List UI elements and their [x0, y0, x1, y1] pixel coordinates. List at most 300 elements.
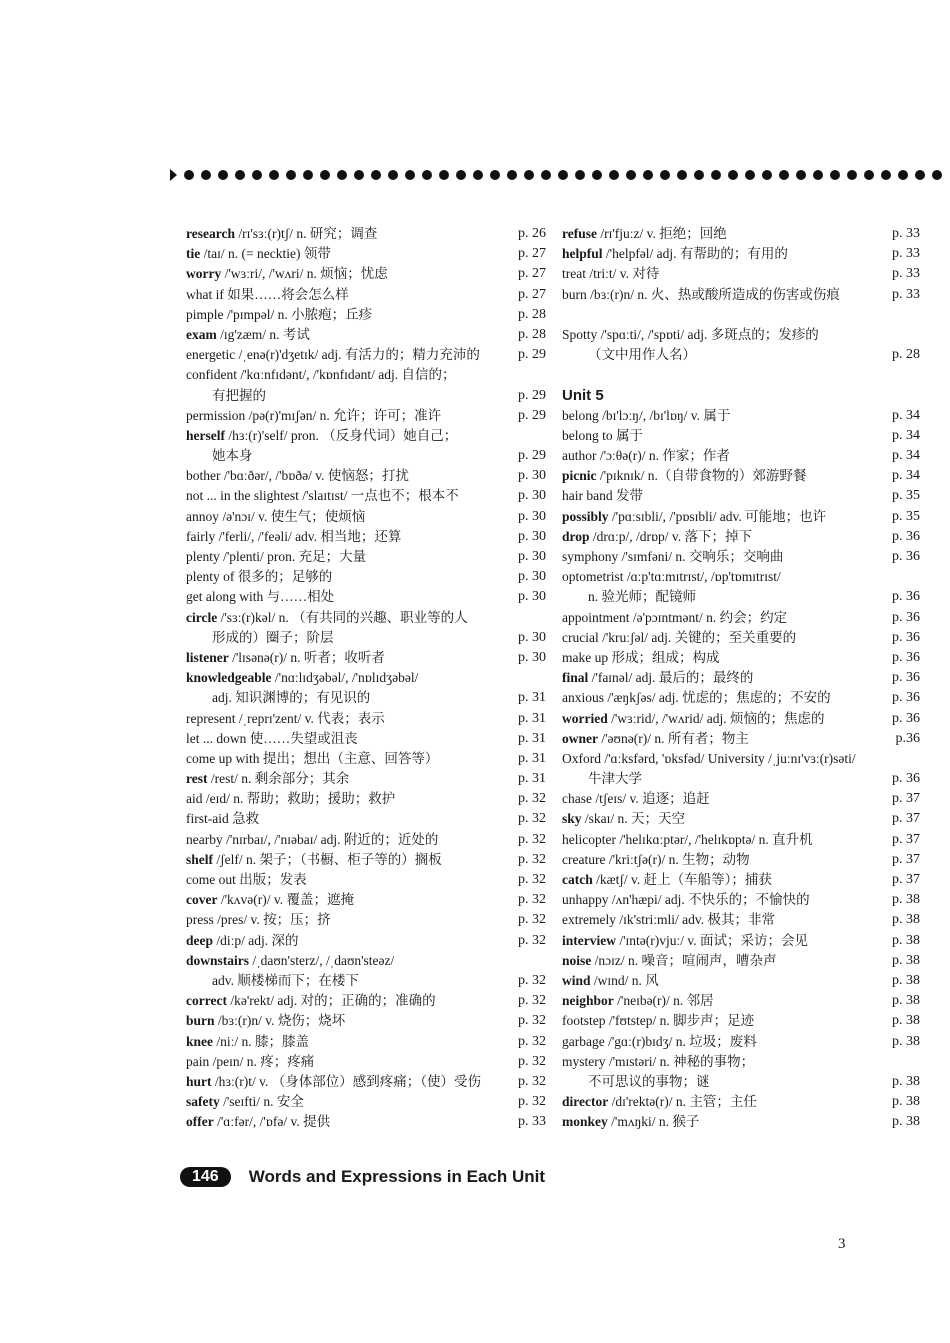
vocab-entry — [562, 325, 920, 345]
vocab-entry — [562, 951, 920, 971]
vocab-entry — [562, 1032, 920, 1052]
vocab-entry — [562, 264, 920, 284]
entry-page-ref: p. 37 — [892, 872, 920, 887]
entry-page-ref: p. 32 — [518, 892, 546, 908]
entry-text — [562, 386, 876, 406]
entry-text — [186, 870, 502, 890]
dot-mark — [643, 170, 653, 180]
vocab-entry — [186, 890, 546, 910]
entry-text — [186, 406, 502, 426]
entry-text — [186, 910, 502, 930]
entry-page-ref: p. 36 — [892, 629, 920, 645]
entry-page-ref: p. 31 — [518, 710, 546, 726]
vocab-entry — [562, 285, 920, 305]
entry-text — [186, 386, 502, 406]
entry-definition: 形成的）圈子；阶层 — [212, 629, 334, 645]
entry-headword: safety — [186, 1094, 220, 1110]
vocab-entry — [186, 446, 546, 466]
dot-mark — [201, 170, 211, 180]
entry-definition: /'sɜː(r)kəl/ n. （有共同的兴趣、职业等的人 — [217, 609, 468, 625]
entry-definition: belong /bɪ'lɔːŋ/, /bɪ'lɒŋ/ v. 属于 — [562, 407, 731, 423]
entry-page-ref: p. 32 — [518, 1013, 546, 1029]
entry-definition: annoy /ə'nɔɪ/ v. 使生气；使烦恼 — [186, 508, 366, 524]
dot-mark — [218, 170, 228, 180]
vocab-entry — [186, 910, 546, 930]
entry-page-ref: p. 36 — [892, 609, 920, 625]
right-column — [562, 224, 920, 1132]
vocab-entry — [186, 608, 546, 628]
entry-headword: worry — [186, 266, 222, 282]
entry-page-ref: p. 36 — [892, 710, 920, 726]
entry-page-ref: p. 32 — [518, 993, 546, 1009]
vocab-entry — [562, 830, 920, 850]
entry-definition: press /pres/ v. 按；压；挤 — [186, 912, 331, 928]
dot-mark — [881, 170, 891, 180]
vocab-entry — [562, 406, 920, 426]
entry-definition: pain /peɪn/ n. 疼；疼痛 — [186, 1053, 315, 1069]
entry-page-ref: p. 33 — [892, 266, 920, 282]
entry-text — [562, 850, 876, 870]
entry-text — [186, 668, 502, 688]
entry-text — [562, 890, 876, 910]
entry-definition: /'wɜːri/, /'wʌri/ n. 烦恼；忧虑 — [221, 266, 388, 282]
vocab-entry — [186, 224, 546, 244]
entry-definition: /nɔɪz/ n. 噪音；喧闹声，嘈杂声 — [591, 952, 777, 968]
vocab-entry — [562, 224, 920, 244]
unit-heading — [562, 386, 920, 406]
vocab-entry — [186, 809, 546, 829]
entry-text — [562, 1072, 876, 1092]
vocab-entry — [186, 587, 546, 607]
vocab-entry — [186, 688, 546, 708]
entry-text — [186, 224, 502, 244]
entry-definition: plenty /'plenti/ pron. 充足；大量 — [186, 549, 367, 564]
dot-mark — [286, 170, 296, 180]
dot-mark — [439, 170, 449, 180]
entry-definition: anxious /'æŋkʃəs/ adj. 忧虑的；焦虑的；不安的 — [562, 690, 831, 706]
entry-definition: aid /eɪd/ n. 帮助；救助；援助；救护 — [186, 791, 396, 807]
vocab-entry — [562, 1072, 920, 1092]
entry-page-ref: p. 37 — [892, 851, 920, 867]
entry-text — [186, 628, 502, 648]
vocab-entry — [186, 365, 546, 385]
entry-headword: downstairs — [186, 952, 250, 968]
vocab-entry — [562, 971, 920, 991]
entry-page-ref: p. 38 — [892, 912, 920, 928]
entry-definition: /bɜː(r)n/ v. 烧伤；烧坏 — [214, 1013, 346, 1029]
document-page-number: 3 — [838, 1236, 846, 1252]
triangle-marker — [170, 169, 177, 181]
entry-text — [186, 1011, 502, 1031]
entry-page-ref: p. 36 — [892, 549, 920, 564]
vocab-entry — [562, 991, 920, 1011]
entry-definition: extremely /ɪk'striːmli/ adv. 极其；非常 — [562, 912, 776, 928]
entry-definition: /kə'rekt/ adj. 对的；正确的；准确的 — [226, 993, 436, 1009]
vocab-entry — [186, 1011, 546, 1031]
entry-headword: deep — [186, 932, 213, 948]
entry-page-ref: p. 36 — [892, 649, 920, 665]
entry-text — [186, 285, 502, 305]
entry-text — [562, 769, 876, 789]
entry-page-ref: p. 27 — [518, 286, 546, 302]
entry-headword: catch — [562, 872, 593, 887]
entry-text — [562, 1112, 876, 1132]
entry-text — [186, 264, 502, 284]
entry-page-ref: p. 32 — [518, 851, 546, 867]
entry-page-ref: p. 31 — [518, 771, 546, 787]
vocab-entry — [562, 628, 920, 648]
entry-definition: fairly /'ferli/, /'feəli/ adv. 相当地；还算 — [186, 528, 402, 544]
entry-page-ref: p. 32 — [518, 1094, 546, 1110]
entry-page-ref: p. 38 — [892, 952, 920, 968]
entry-headword: drop — [562, 528, 590, 544]
entry-page-ref: p. 31 — [518, 730, 546, 746]
entry-definition: /'helpfəl/ adj. 有帮助的；有用的 — [602, 246, 788, 262]
entry-page-ref: p. 36 — [892, 690, 920, 706]
entry-page-ref: p. 27 — [518, 246, 546, 262]
vocab-entry — [562, 809, 920, 829]
dot-mark — [592, 170, 602, 180]
entry-page-ref: p. 27 — [518, 266, 546, 282]
entry-page-ref: p. 34 — [892, 468, 920, 484]
entry-text — [186, 325, 502, 345]
entry-definition: come out 出版；发表 — [186, 872, 307, 887]
entry-definition: /'faɪnəl/ adj. 最后的；最终的 — [588, 670, 754, 686]
spacer — [562, 305, 920, 325]
entry-definition: /hɜː(r)t/ v. （身体部位）感到疼痛；（使）受伤 — [211, 1073, 482, 1089]
entry-page-ref: p. 38 — [892, 1114, 920, 1130]
entry-text — [562, 406, 876, 426]
entry-text — [562, 587, 876, 607]
entry-text — [562, 971, 876, 991]
entry-text — [562, 1011, 876, 1031]
entry-page-ref: p. 38 — [892, 1073, 920, 1089]
entry-page-ref: p. 30 — [518, 569, 546, 585]
vocab-entry — [186, 870, 546, 890]
vocab-entry — [562, 1052, 920, 1072]
entry-page-ref: p. 28 — [892, 347, 920, 363]
entry-page-ref: p. 30 — [518, 649, 546, 665]
entry-page-ref: p. 38 — [892, 932, 920, 948]
entry-headword: final — [562, 670, 589, 686]
entry-text — [186, 567, 502, 587]
entry-headword: worried — [562, 710, 608, 726]
entry-headword: possibly — [562, 508, 609, 524]
entry-page-ref: p. 36 — [892, 771, 920, 787]
entry-page-ref: p. 33 — [892, 226, 920, 241]
entry-definition: /rɪ'fjuːz/ v. 拒绝；回绝 — [597, 226, 727, 241]
entry-text — [186, 608, 502, 628]
entry-definition: permission /pə(r)'mɪʃən/ n. 允许；许可；准许 — [186, 407, 442, 423]
entry-definition: 她本身 — [212, 448, 253, 464]
footer-title: Words and Expressions in Each Unit — [248, 1167, 546, 1186]
vocab-entry — [186, 1052, 546, 1072]
entry-definition: garbage /'gɑː(r)bɪdʒ/ n. 垃圾；废料 — [562, 1033, 757, 1049]
dot-mark — [711, 170, 721, 180]
entry-text — [562, 789, 876, 809]
entry-page-ref: p. 32 — [518, 831, 546, 847]
dot-mark — [422, 170, 432, 180]
entry-definition: /'ɪntə(r)vjuː/ v. 面试；采访；会见 — [615, 932, 809, 948]
vocab-entry — [562, 688, 920, 708]
entry-headword: noise — [562, 952, 592, 968]
entry-headword: refuse — [562, 226, 597, 241]
entry-definition: come up with 提出；想出（主意、回答等） — [186, 750, 439, 766]
vocab-entry — [562, 870, 920, 890]
entry-text — [562, 486, 876, 506]
entry-definition: /'əʊnə(r)/ n. 所有者；物主 — [598, 730, 749, 746]
entry-page-ref: p. 32 — [518, 811, 546, 827]
entry-definition: creature /'kriːtʃə(r)/ n. 生物；动物 — [562, 851, 750, 867]
vocab-entry — [562, 446, 920, 466]
entry-text — [186, 688, 502, 708]
entry-text — [186, 1052, 502, 1072]
dot-mark — [473, 170, 483, 180]
entry-definition: pimple /'pɪmpəl/ n. 小脓疱；丘疹 — [186, 306, 373, 322]
entry-page-ref: p. 31 — [518, 690, 546, 706]
vocab-entry — [562, 890, 920, 910]
entry-text — [562, 749, 876, 769]
entry-definition: /wɪnd/ n. 风 — [590, 972, 659, 988]
entry-text — [186, 426, 502, 446]
entry-definition: /drɑːp/, /drɒp/ v. 落下；掉下 — [589, 528, 753, 544]
entry-definition: 不可思议的事物；谜 — [588, 1073, 710, 1089]
entry-page-ref: p. 34 — [892, 427, 920, 443]
entry-definition: /dɪ'rektə(r)/ n. 主管；主任 — [608, 1094, 757, 1110]
entry-definition: hair band 发带 — [562, 488, 643, 504]
entry-definition: 牛津大学 — [588, 771, 642, 787]
dot-mark — [184, 170, 194, 180]
dot-mark — [235, 170, 245, 180]
dot-mark — [490, 170, 500, 180]
vocab-entry — [186, 749, 546, 769]
entry-definition: nearby /'nɪrbaɪ/, /'nɪəbaɪ/ adj. 附近的；近处的 — [186, 831, 439, 847]
entry-headword: knowledgeable — [186, 670, 272, 686]
entry-definition: /rɪ'sɜː(r)tʃ/ n. 研究；调查 — [234, 226, 378, 241]
dot-mark — [337, 170, 347, 180]
entry-headword: director — [562, 1094, 609, 1110]
entry-text — [562, 628, 876, 648]
entry-page-ref: p. 30 — [518, 528, 546, 544]
entry-headword: neighbor — [562, 993, 614, 1009]
entry-text — [562, 688, 876, 708]
dot-mark — [847, 170, 857, 180]
entry-definition: /hɜː(r)'self/ pron. （反身代词）她自己； — [224, 427, 458, 443]
entry-page-ref: p. 38 — [892, 892, 920, 908]
entry-text — [562, 991, 876, 1011]
entry-page-ref: p. 31 — [518, 750, 546, 766]
vocab-entry — [562, 648, 920, 668]
vocab-entry — [186, 406, 546, 426]
vocab-entry — [562, 709, 920, 729]
dot-mark — [609, 170, 619, 180]
entry-headword: interview — [562, 932, 616, 948]
entry-text — [186, 305, 502, 325]
vocab-entry — [562, 507, 920, 527]
entry-text — [562, 426, 876, 446]
vocab-entry — [186, 547, 546, 567]
entry-text — [562, 648, 876, 668]
entry-text — [186, 850, 502, 870]
entry-page-ref: p. 37 — [892, 811, 920, 827]
vocab-entry — [186, 345, 546, 365]
entry-definition: plenty of 很多的；足够的 — [186, 569, 333, 585]
entry-page-ref: p. 30 — [518, 468, 546, 484]
dot-mark — [864, 170, 874, 180]
vocab-entry — [562, 668, 920, 688]
entry-headword: shelf — [186, 851, 213, 867]
dot-mark — [405, 170, 415, 180]
vocab-entry — [186, 709, 546, 729]
entry-text — [562, 264, 876, 284]
vocab-entry — [562, 608, 920, 628]
entry-headword: tie — [186, 246, 201, 262]
entry-text — [562, 910, 876, 930]
entry-text — [186, 446, 502, 466]
vocab-entry — [186, 850, 546, 870]
entry-page-ref: p. 26 — [518, 226, 546, 241]
entry-text — [562, 285, 876, 305]
entry-definition: energetic /ˌenə(r)'dʒetɪk/ adj. 有活力的；精力充沛的 — [186, 347, 480, 363]
entry-page-ref: p. 32 — [518, 1053, 546, 1069]
vocab-entry — [562, 567, 920, 587]
entry-definition: burn /bɜː(r)n/ n. 火、热或酸所造成的伤害或伤痕 — [562, 286, 840, 302]
entry-definition: /kætʃ/ v. 赶上（车船等）；捕获 — [592, 872, 772, 887]
entry-definition: symphony /'sɪmfəni/ n. 交响乐；交响曲 — [562, 549, 784, 564]
dot-mark — [932, 170, 942, 180]
dot-mark — [507, 170, 517, 180]
entry-definition: first-aid 急救 — [186, 811, 260, 827]
entry-text — [186, 466, 502, 486]
dot-mark — [303, 170, 313, 180]
entry-text — [186, 507, 502, 527]
entry-headword: sky — [562, 811, 582, 827]
entry-page-ref: p. 38 — [892, 972, 920, 988]
vocab-entry — [186, 648, 546, 668]
dot-mark — [354, 170, 364, 180]
dot-mark — [269, 170, 279, 180]
dot-mark — [830, 170, 840, 180]
vocab-entry — [562, 729, 920, 749]
book-page-badge: 146 — [180, 1167, 231, 1187]
vocab-entry — [186, 325, 546, 345]
entry-definition: belong to 属于 — [562, 427, 643, 443]
entry-page-ref: p. 30 — [518, 589, 546, 605]
entry-page-ref: p. 35 — [892, 508, 920, 524]
entry-page-ref: p. 32 — [518, 872, 546, 887]
entry-headword: exam — [186, 326, 217, 342]
entry-text — [562, 830, 876, 850]
entry-text — [186, 527, 502, 547]
vocab-entry — [562, 466, 920, 486]
entry-definition: /rest/ n. 剩余部分；其余 — [207, 771, 350, 787]
entry-text — [186, 587, 502, 607]
entry-definition: what if 如果……将会怎么样 — [186, 286, 349, 302]
entry-text — [186, 547, 502, 567]
entry-page-ref: p. 32 — [518, 1033, 546, 1049]
dot-mark — [524, 170, 534, 180]
entry-headword: research — [186, 226, 235, 241]
dot-mark — [915, 170, 925, 180]
entry-page-ref: p. 38 — [892, 1094, 920, 1110]
entry-definition: optometrist /ɑːp'tɑːmɪtrɪst/, /ɒp'tɒmɪtrɪst/ — [562, 569, 781, 585]
vocab-entry — [186, 426, 546, 446]
entry-page-ref: p. 29 — [518, 448, 546, 464]
entry-definition: /'pɑːsɪbli/, /'pɒsɪbli/ adv. 可能地；也许 — [608, 508, 827, 524]
vocab-entry — [186, 1092, 546, 1112]
entry-text — [186, 365, 502, 385]
entry-text — [186, 991, 502, 1011]
entry-text — [562, 709, 876, 729]
entry-definition: /niː/ n. 膝；膝盖 — [213, 1033, 310, 1049]
entry-text — [562, 345, 876, 365]
entry-page-ref: p. 33 — [518, 1114, 546, 1130]
entry-headword: helpful — [562, 246, 603, 262]
dot-mark — [677, 170, 687, 180]
entry-page-ref: p. 32 — [518, 791, 546, 807]
entry-page-ref: p. 30 — [518, 508, 546, 524]
entry-text — [562, 567, 876, 587]
entry-headword: cover — [186, 892, 218, 908]
entry-text — [186, 244, 502, 264]
entry-definition: Oxford /'ɑːksfərd, 'ɒksfəd/ University /ˌjuːnɪ'vɜː(r)səti/ — [562, 750, 856, 766]
dot-mark — [388, 170, 398, 180]
entry-definition: adj. 知识渊博的；有见识的 — [212, 690, 371, 706]
vocab-entry — [186, 527, 546, 547]
entry-headword: herself — [186, 427, 225, 443]
vocab-entry — [562, 486, 920, 506]
vocab-entry — [186, 486, 546, 506]
entry-text — [186, 789, 502, 809]
entry-text — [186, 951, 502, 971]
entry-definition: bother /'bɑːðər/, /'bɒðə/ v. 使恼怒；打扰 — [186, 468, 409, 484]
vocab-entry — [186, 264, 546, 284]
entry-definition: mystery /'mɪstəri/ n. 神秘的事物； — [562, 1053, 755, 1069]
entry-page-ref: p. 38 — [892, 993, 920, 1009]
entry-headword: offer — [186, 1114, 214, 1130]
dotted-rule — [170, 166, 950, 184]
vocab-entry — [186, 567, 546, 587]
vocab-entry — [562, 789, 920, 809]
entry-text — [562, 668, 876, 688]
entry-headword: owner — [562, 730, 598, 746]
dot-mark — [779, 170, 789, 180]
vocab-entry — [186, 729, 546, 749]
dot-mark — [558, 170, 568, 180]
dot-mark — [252, 170, 262, 180]
entry-text — [186, 1112, 502, 1132]
dot-mark — [320, 170, 330, 180]
vocab-entry — [186, 244, 546, 264]
vocab-entry — [186, 386, 546, 406]
entry-definition: /'ɑːfər/, /'ɒfə/ v. 提供 — [213, 1114, 331, 1130]
vocab-entry — [186, 668, 546, 688]
entry-headword: rest — [186, 771, 208, 787]
vocab-entry — [562, 931, 920, 951]
vocab-entry — [562, 850, 920, 870]
entry-text — [186, 1072, 502, 1092]
dot-mark — [371, 170, 381, 180]
entry-text — [562, 325, 876, 345]
entry-definition: chase /tʃeɪs/ v. 追逐；追赶 — [562, 791, 710, 807]
entry-page-ref: p. 38 — [892, 1033, 920, 1049]
entry-definition: /'lɪsənə(r)/ n. 听者；收听者 — [228, 649, 385, 665]
entry-page-ref: p.36 — [895, 730, 920, 746]
entry-text — [562, 466, 876, 486]
entry-page-ref: p. 38 — [892, 1013, 920, 1029]
entry-text — [186, 931, 502, 951]
entry-headword: monkey — [562, 1114, 608, 1130]
